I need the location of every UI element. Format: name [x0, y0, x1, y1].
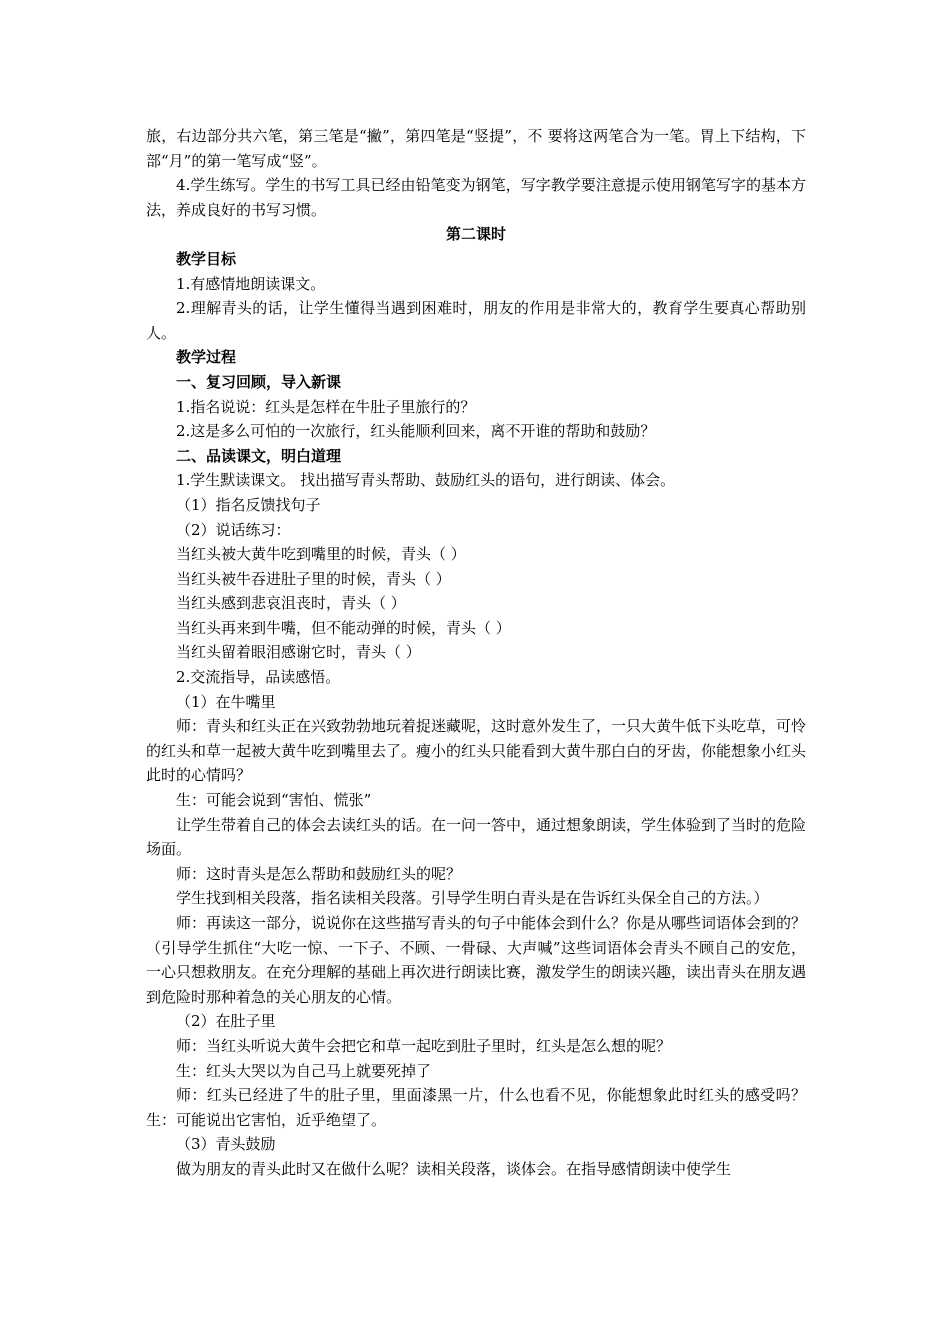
- goal-item-1: 1.有感情地朗读课文。: [176, 274, 326, 293]
- speaking-exercise-2: 当红头被牛吞进肚子里的时候，青头（ ）: [176, 569, 451, 588]
- note-line-2: 学生找到相关段落，指名读相关段落。引导学生明白青头是在告诉红头保全自己的方法。）: [176, 889, 769, 908]
- speaking-exercise-1: 当红头被大黄牛吃到嘴里的时候，青头（ ）: [176, 545, 466, 564]
- review-item-2: 2.这是多么可怕的一次旅行，红头能顺利回来，离不开谁的帮助和鼓励？: [176, 422, 656, 441]
- section-heading-lesson: 第二课时: [445, 225, 506, 244]
- reading-subitem-encourage: （3）青头鼓励: [176, 1135, 276, 1154]
- reading-subitem-belly: （2）在肚子里: [176, 1012, 276, 1031]
- reading-subitem-mouth: （1）在牛嘴里: [176, 692, 276, 711]
- review-item-1: 1.指名说说：红头是怎样在牛肚子里旅行的？: [176, 397, 476, 416]
- teacher-line-4: 师：当红头听说大黄牛会把它和草一起吃到肚子里时，红头是怎么想的呢？: [176, 1036, 672, 1055]
- student-line-2: 生：红头大哭以为自己马上就要死掉了: [176, 1061, 432, 1080]
- paragraph-stroke-order: 旅，右边部分共六笔，第三笔是“撇”，第四笔是“竖提”，不 要将这两笔合为一笔。胃上下结构，下部“月”的第一笔写成“竖”。: [146, 127, 806, 170]
- heading-review: 一、复习回顾，导入新课: [176, 372, 342, 391]
- note-line-3: 做为朋友的青头此时又在做什么呢？读相关段落，谈体会。在指导感情朗读中使学生: [176, 1159, 732, 1178]
- note-line-1: 让学生带着自己的体会去读红头的话。在一问一答中，通过想象朗读，学生体验到了当时的危险场面。: [146, 815, 807, 859]
- speaking-exercise-3: 当红头感到悲哀沮丧时，青头（ ）: [176, 594, 406, 613]
- speaking-exercise-5: 当红头留着眼泪感谢它时，青头（ ）: [176, 643, 421, 662]
- reading-subitem-1: （1）指名反馈找句子: [176, 495, 321, 514]
- reading-item-1: 1.学生默读课文。 找出描写青头帮助、鼓励红头的语句，进行朗读、体会。: [176, 471, 676, 490]
- paragraph-writing-practice: 4.学生练写。学生的书写工具已经由铅笔变为钢笔，写字教学要注意提示使用钢笔写字的基本方法，养成良好的书写习惯。: [146, 176, 806, 219]
- heading-teaching-process: 教学过程: [176, 348, 237, 367]
- document-page: [146, 124, 806, 1182]
- teacher-line-5: 师：红头已经进了牛的肚子里，里面漆黑一片，什么也看不见，你能想象此时红头的感受吗？生：可能说出它害怕，近乎绝望了。: [146, 1086, 806, 1129]
- reading-item-2: 2.交流指导，品读感悟。: [176, 668, 341, 687]
- teacher-line-1: 师：青头和红头正在兴致勃勃地玩着捉迷藏呢，这时意外发生了，一只大黄牛低下头吃草，可怜的红头和草一起被大黄牛吃到嘴里去了。瘦小的红头只能看到大黄牛那白白的牙齿，你能想象小红头此时的心情吗？: [146, 717, 807, 785]
- teacher-line-2: 师：这时青头是怎么帮助和鼓励红头的呢？: [176, 864, 462, 883]
- heading-reading: 二、品读课文，明白道理: [176, 446, 342, 465]
- teacher-line-3: 师：再读这一部分，说说你在这些描写青头的句子中能体会到什么？你是从哪些词语体会到的？（引导学生抓住“大吃一惊、一下子、不顾、一骨碌、大声喊”这些词语体会青头不顾自己的安危，一心只想救朋友。在充分理解的基础上再次进行朗读比赛，激发学生的朗读兴趣，读出青头在朋友遇到危险时那种着急的关心朋友的心情。: [146, 914, 807, 1006]
- goal-item-2: 2.理解青头的话，让学生懂得当遇到困难时，朋友的作用是非常大的，教育学生要真心帮助别人。: [146, 299, 806, 342]
- reading-subitem-2: （2）说话练习：: [176, 520, 291, 539]
- speaking-exercise-4: 当红头再来到牛嘴，但不能动弹的时候，青头（ ）: [176, 618, 511, 637]
- heading-teaching-goals: 教学目标: [176, 249, 237, 268]
- student-line-1: 生：可能会说到“害怕、慌张”: [176, 791, 372, 810]
